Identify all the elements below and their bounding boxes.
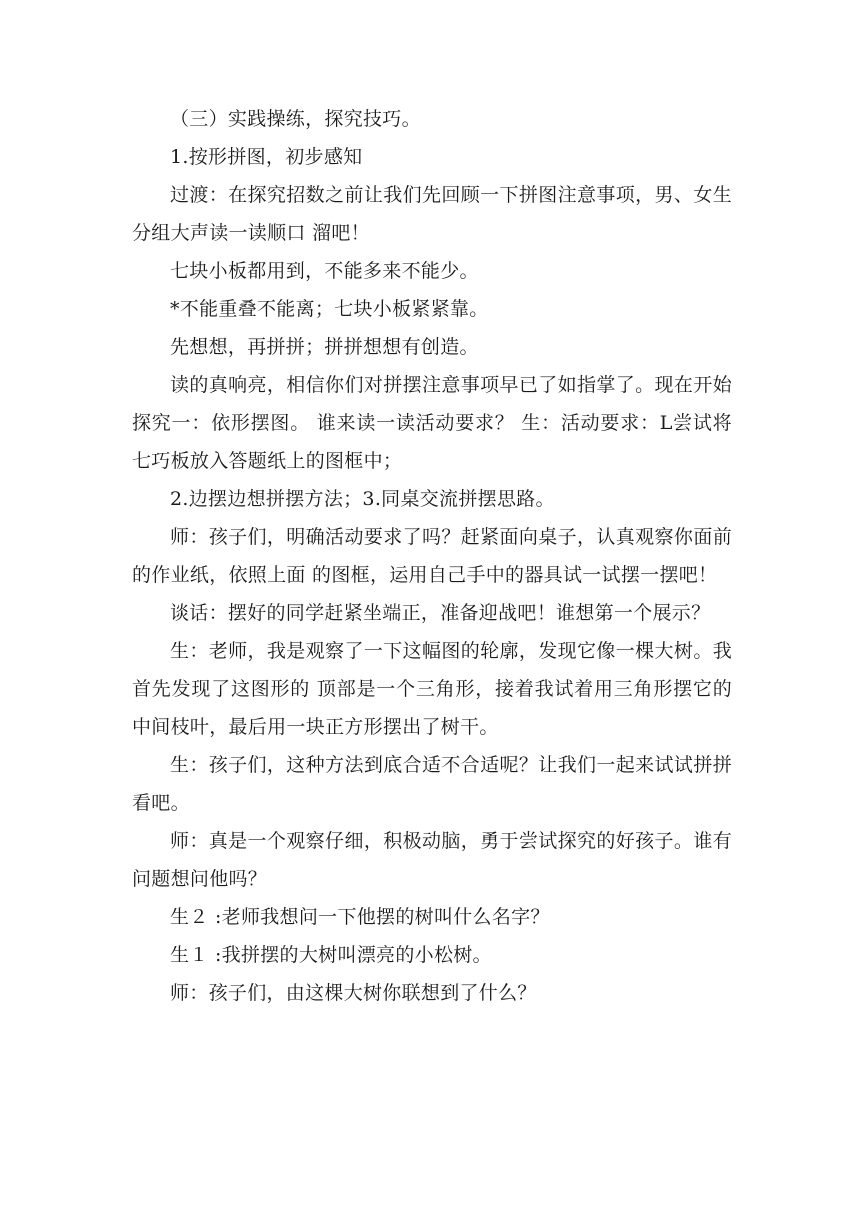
paragraph-activity-steps: 2.边摆边想拼摆方法；3.同桌交流拼摆思路。: [170, 488, 555, 510]
rhyme-line-1: 七块小板都用到，不能多来不能少。: [170, 260, 479, 282]
document-body: [132, 100, 732, 1012]
paragraph-teacher-instruction: 师：孩子们，明确活动要求了吗？赶紧面向桌子，认真观察你面前的作业纸，依照上面 的图框，运用自己手中的器具试一试摆一摆吧！: [132, 526, 732, 586]
paragraph-activity-intro: 读的真响亮，相信你们对拼摆注意事项早已了如指掌了。现在开始探究一：依形摆图。 谁来读一读活动要求？ 生：活动要求：L尝试将七巧板放入答题纸上的图框中；: [132, 374, 732, 472]
paragraph-teacher-question: 师：孩子们，由这棵大树你联想到了什么？: [170, 982, 537, 1004]
paragraph-transition: 过渡：在探究招数之前让我们先回顾一下拼图注意事项，男、女生分组大声读一读顺口 溜吧！: [132, 184, 732, 244]
section-heading: （三）实践操练，探究技巧。: [170, 108, 421, 130]
paragraph-student1: 生１ :我拼摆的大树叫漂亮的小松树。: [170, 944, 492, 966]
rhyme-line-2: *不能重叠不能离；七块小板紧紧靠。: [170, 298, 489, 320]
paragraph-student2: 生２ :老师我想问一下他摆的树叫什么名字？: [170, 906, 550, 928]
paragraph-student-question: 生：孩子们，这种方法到底合适不合适呢？让我们一起来试试拼拼看吧。: [132, 754, 732, 814]
paragraph-student-answer: 生：老师，我是观察了一下这幅图的轮廓，发现它像一棵大树。我首先发现了这图形的 顶部是一个三角形，接着我试着用三角形摆它的中间枝叶，最后用一块正方形摆出了树干。: [132, 640, 732, 738]
paragraph-talk: 谈话：摆好的同学赶紧坐端正，准备迎战吧！谁想第一个展示？: [170, 602, 711, 624]
subsection-heading: 1.按形拼图，初步感知: [170, 146, 363, 168]
rhyme-line-3: 先想想，再拼拼；拼拼想想有创造。: [170, 336, 479, 358]
paragraph-teacher-praise: 师：真是一个观察仔细，积极动脑，勇于尝试探究的好孩子。谁有问题想问他吗？: [132, 830, 732, 890]
